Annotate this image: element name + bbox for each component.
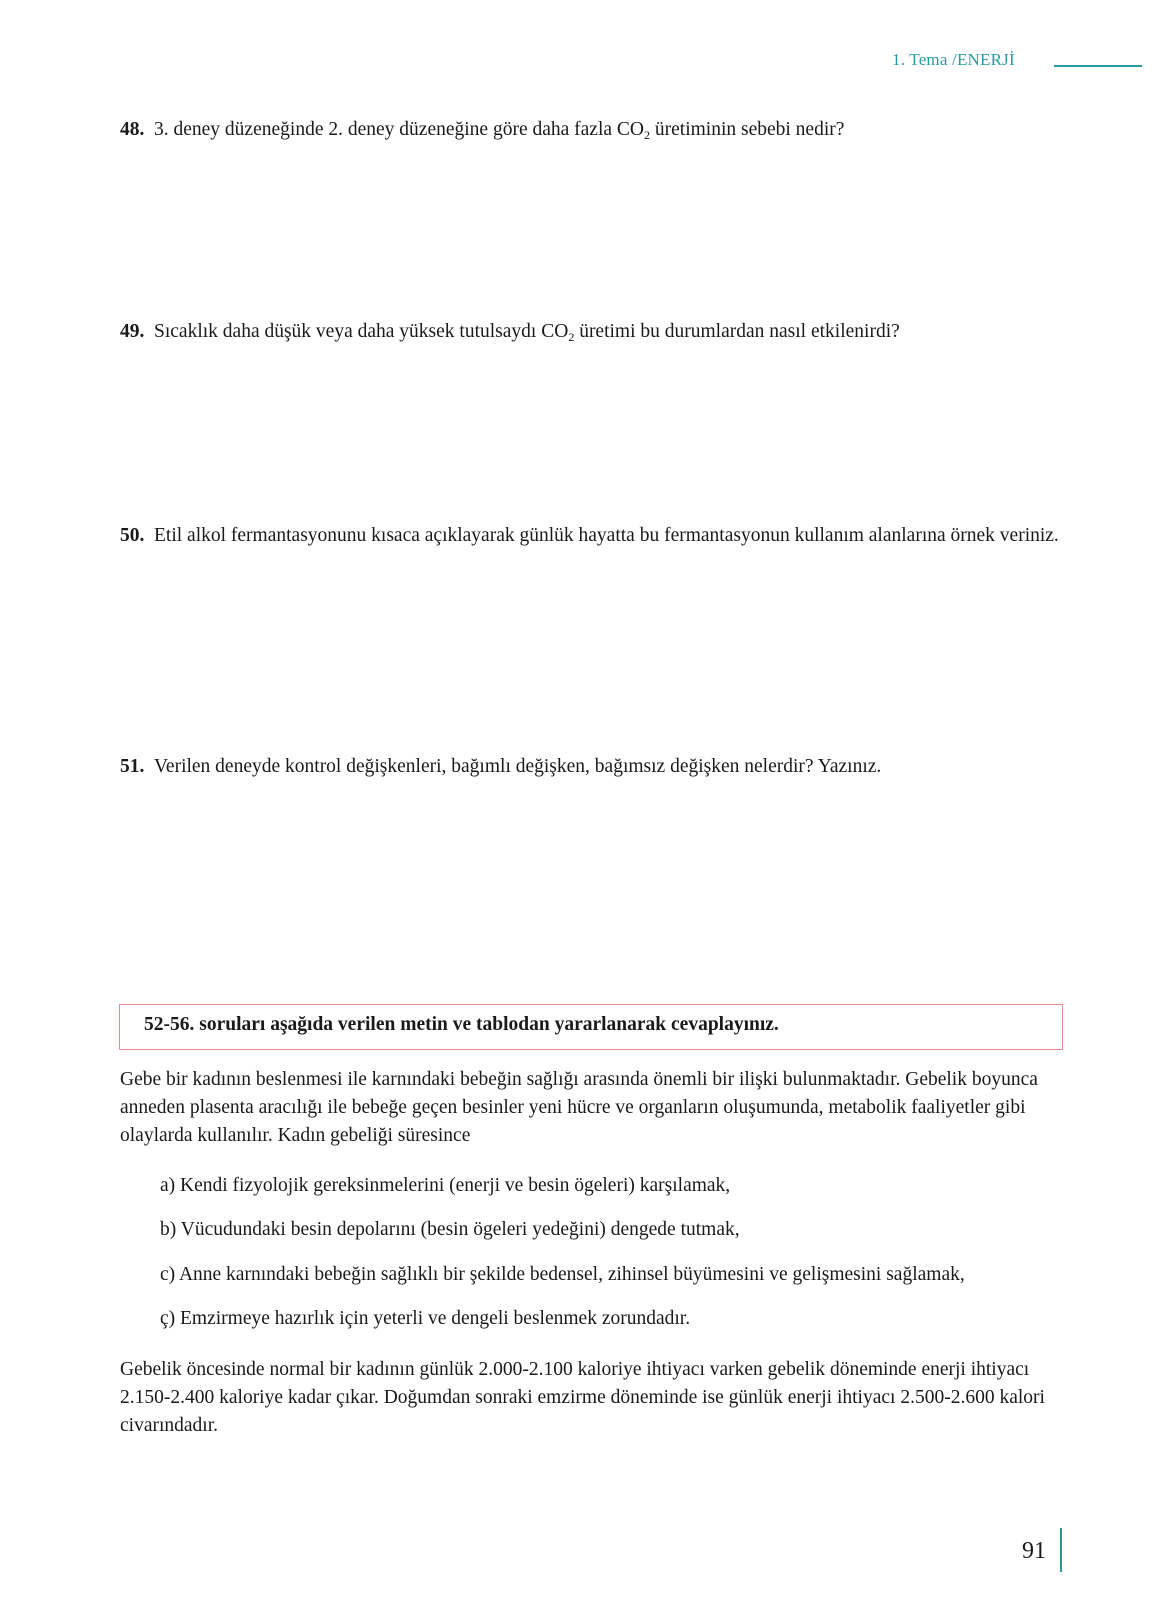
question-49 (120, 318, 1065, 346)
question-number: 48. (120, 119, 145, 140)
page-header (870, 48, 1152, 72)
instruction-title: 52-56. soruları aşağıda verilen metin ve tablodan yararlanarak cevaplayınız. (144, 1014, 779, 1035)
list-item: a) Kendi fizyolojik gereksinmelerini (enerji ve besin ögeleri) karşılamak, (160, 1175, 731, 1196)
passage-intro: Gebe bir kadının beslenmesi ile karnındaki bebeğin sağlığı arasında önemli bir ilişki bulunmaktadır. Gebelik boyunca anneden plasenta aracılığı ile bebeğe geçen besinler yeni hücre ve organların oluşumunda, metabolik faaliyetler gibi olaylarda kullanılır. Kadın gebeliği süresince (120, 1069, 1038, 1146)
question-48 (120, 116, 1065, 144)
page-number: 91 (1022, 1538, 1046, 1564)
question-number: 51. (120, 756, 145, 777)
question-text: Sıcaklık daha düşük veya daha yüksek tutulsaydı $CO_2$ üretimi bu durumlardan nasıl etkilenirdi? (154, 321, 900, 344)
question-51 (120, 753, 1065, 781)
question-text: 3. deney düzeneğinde 2. deney düzeneğine göre daha fazla $CO_2$ üretiminin sebebi nedir? (154, 119, 845, 142)
header-rule (1054, 65, 1142, 67)
question-number: 50. (120, 525, 145, 546)
list-item: ç) Emzirmeye hazırlık için yeterli ve dengeli beslenmek zorundadır. (160, 1308, 691, 1329)
question-number: 49. (120, 321, 145, 342)
list-item: c) Anne karnındaki bebeğin sağlıklı bir şekilde bedensel, zihinsel büyümesini ve gelişmesini sağlamak, (160, 1264, 965, 1285)
page-number-rule (1060, 1528, 1062, 1572)
section-title: 1. Tema /ENERJİ (892, 50, 1015, 69)
question-text: Etil alkol fermantasyonunu kısaca açıklayarak günlük hayatta bu fermantasyonun kullanım alanlarına örnek veriniz. (154, 525, 1059, 546)
instruction-box (119, 1004, 1063, 1050)
list-item: b) Vücudundaki besin depolarını (besin ögeleri yedeğini) dengede tutmak, (160, 1219, 740, 1240)
passage-closing: Gebelik öncesinde normal bir kadının günlük 2.000-2.100 kaloriye ihtiyacı varken gebelik döneminde enerji ihtiyacı 2.150-2.400 kaloriye kadar çıkar. Doğumdan sonraki emzirme döneminde ise günlük enerji ihtiyacı 2.500-2.600 kalori civarındadır. (120, 1359, 1045, 1436)
question-text: Verilen deneyde kontrol değişkenleri, bağımlı değişken, bağımsız değişken nelerdir? Yazınız. (154, 756, 882, 777)
question-50 (120, 522, 1065, 550)
